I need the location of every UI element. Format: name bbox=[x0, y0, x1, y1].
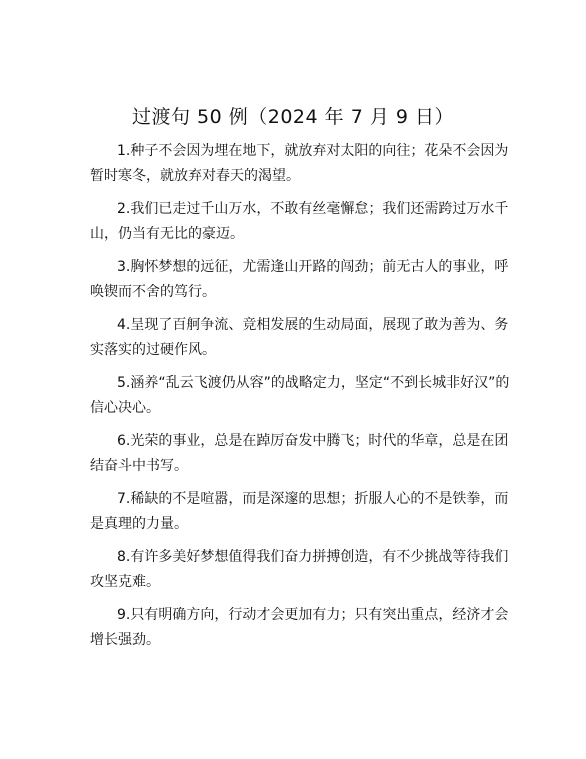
list-item: 5.涵养“乱云飞渡仍从容”的战略定力，坚定“不到长城非好汉”的信心决心。 bbox=[90, 375, 510, 416]
list-item: 8.有许多美好梦想值得我们奋力拼搏创造，有不少挑战等待我们攻坚克难。 bbox=[90, 549, 509, 590]
sentence-list bbox=[90, 139, 510, 661]
list-item: 4.呈现了百舸争流、竞相发展的生动局面，展现了敢为善为、务实落实的过硬作风。 bbox=[90, 317, 509, 358]
list-item: 2.我们已走过千山万水，不敢有丝毫懈怠；我们还需跨过万水千山，仍当有无比的豪迈。 bbox=[90, 201, 509, 242]
document-title: 过渡句 50 例（2024 年 7 月 9 日） bbox=[132, 106, 454, 128]
list-item: 9.只有明确方向，行动才会更加有力；只有突出重点，经济才会增长强劲。 bbox=[90, 607, 509, 648]
list-item: 3.胸怀梦想的远征，尤需逢山开路的闯劲；前无古人的事业，呼唤锲而不舍的笃行。 bbox=[90, 259, 509, 300]
list-item: 6.光荣的事业，总是在踔厉奋发中腾飞；时代的华章，总是在团结奋斗中书写。 bbox=[90, 433, 509, 474]
list-item: 7.稀缺的不是喧嚣，而是深邃的思想；折服人心的不是铁拳，而是真理的力量。 bbox=[90, 491, 509, 532]
list-item: 1.种子不会因为埋在地下，就放弃对太阳的向往；花朵不会因为暂时寒冬，就放弃对春天的渴望。 bbox=[90, 143, 509, 184]
